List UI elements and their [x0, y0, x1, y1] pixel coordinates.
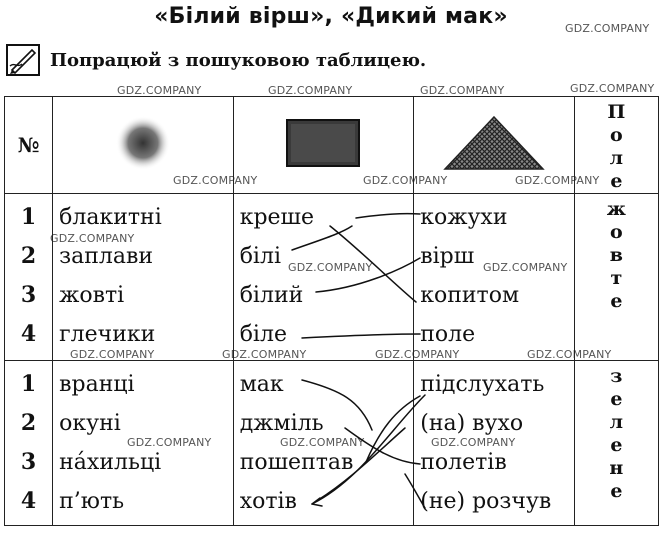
- row-numbers: 1 2 3 4: [5, 361, 53, 526]
- list-item: кожухи: [420, 205, 508, 230]
- list-item: мак: [239, 372, 284, 397]
- list-item: (не) розчув: [420, 489, 552, 514]
- answer-word-a: ж о в т е: [574, 194, 658, 361]
- header-triangle-cell: [414, 97, 574, 194]
- watermark: GDZ.COMPANY: [363, 174, 448, 187]
- list-item: джміль: [239, 411, 324, 436]
- watermark: GDZ.COMPANY: [50, 232, 135, 245]
- list-item: блакитні: [59, 205, 162, 230]
- field-word-header: П о л е: [574, 97, 658, 194]
- row-numbers: 1 2 3 4: [5, 194, 53, 361]
- list-item: вранці: [59, 372, 135, 397]
- watermark: GDZ.COMPANY: [173, 174, 258, 187]
- circle-column-words: [53, 361, 234, 526]
- watermark: GDZ.COMPANY: [127, 436, 212, 449]
- header-circle-cell: [53, 97, 234, 194]
- table-block-a: [5, 194, 659, 361]
- list-item: на́хильці: [59, 450, 162, 475]
- triangle-column-words: [414, 194, 574, 361]
- watermark: GDZ.COMPANY: [280, 436, 365, 449]
- table-header-row: [5, 97, 659, 194]
- page-title: «Білий вірш», «Дикий мак»: [154, 4, 508, 29]
- list-item: хотів: [239, 489, 297, 514]
- search-table: [4, 96, 659, 526]
- list-item: заплави: [59, 244, 154, 269]
- circle-column-words: [53, 194, 234, 361]
- watermark: GDZ.COMPANY: [527, 348, 612, 361]
- watermark: GDZ.COMPANY: [420, 84, 505, 97]
- watermark: GDZ.COMPANY: [483, 261, 568, 274]
- list-item: жовті: [59, 283, 125, 308]
- watermark: GDZ.COMPANY: [70, 348, 155, 361]
- list-item: полетів: [420, 450, 507, 475]
- triangle-icon: [442, 114, 546, 172]
- header-rectangle-cell: [233, 97, 414, 194]
- answer-word-b: з е л е н е: [574, 361, 658, 526]
- list-item: п’ють: [59, 489, 125, 514]
- rectangle-column-words: [233, 194, 414, 361]
- list-item: (на) вухо: [420, 411, 524, 436]
- watermark: GDZ.COMPANY: [268, 84, 353, 97]
- list-item: вірш: [420, 244, 475, 269]
- number-header: №: [5, 97, 53, 194]
- circle-blob-icon: [113, 113, 173, 173]
- list-item: поле: [420, 322, 476, 347]
- list-item: пошептав: [239, 450, 354, 475]
- pencil-task-icon: [6, 44, 40, 76]
- list-item: підслухать: [420, 372, 545, 397]
- watermark: GDZ.COMPANY: [375, 348, 460, 361]
- watermark: GDZ.COMPANY: [431, 436, 516, 449]
- list-item: біле: [239, 322, 287, 347]
- rectangle-icon: [285, 118, 361, 168]
- list-item: креше: [239, 205, 315, 230]
- watermark: GDZ.COMPANY: [117, 84, 202, 97]
- watermark: GDZ.COMPANY: [288, 261, 373, 274]
- list-item: глечики: [59, 322, 156, 347]
- triangle-column-words: [414, 361, 574, 526]
- watermark: GDZ.COMPANY: [565, 22, 650, 35]
- list-item: білий: [239, 283, 304, 308]
- list-item: білі: [239, 244, 281, 269]
- watermark: GDZ.COMPANY: [222, 348, 307, 361]
- watermark: GDZ.COMPANY: [515, 174, 600, 187]
- table-block-b: [5, 361, 659, 526]
- list-item: окуні: [59, 411, 121, 436]
- rectangle-column-words: [233, 361, 414, 526]
- instruction-text: Попрацюй з пошуковою таблицею.: [50, 50, 427, 71]
- watermark: GDZ.COMPANY: [570, 82, 655, 95]
- list-item: копитом: [420, 283, 520, 308]
